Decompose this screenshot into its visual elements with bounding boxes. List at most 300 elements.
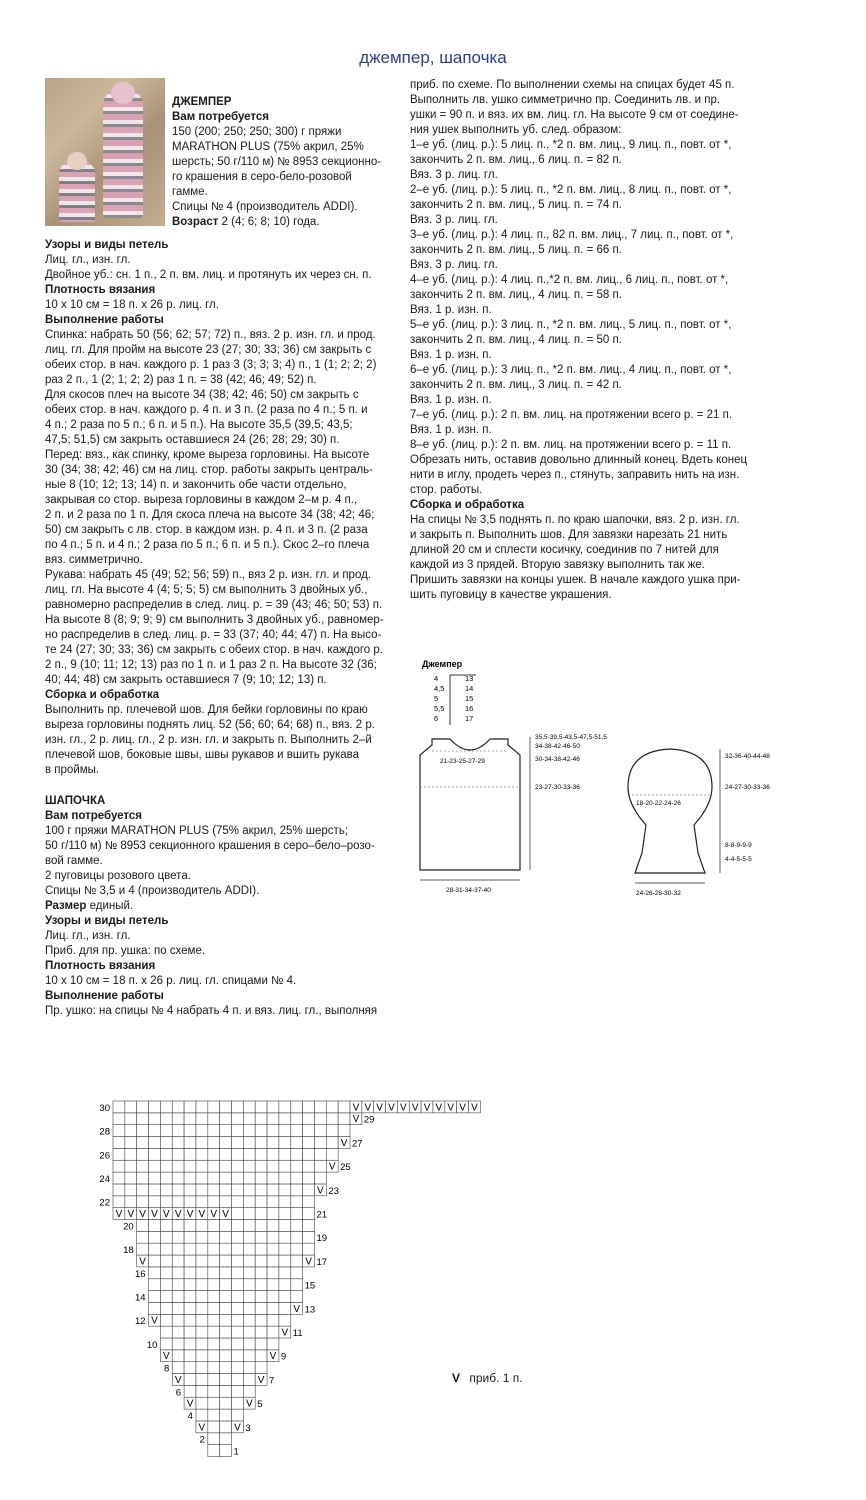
chart-cell [291, 1279, 303, 1291]
chart-cell [172, 1326, 184, 1338]
size-key-left-5: 6 [434, 714, 439, 723]
chart-cell [338, 1101, 350, 1113]
hat-work-label: Выполнение работы [45, 990, 164, 1002]
chart-cell [208, 1137, 220, 1149]
row-number-label: 6 [175, 1387, 182, 1399]
chart-cell [208, 1220, 220, 1232]
row-number-label: 23 [328, 1185, 339, 1197]
row-number-label: 11 [292, 1328, 303, 1339]
child-hat-2 [67, 152, 87, 170]
row-number-label: 19 [316, 1233, 328, 1245]
chart-cell [267, 1113, 279, 1125]
chart-cell [314, 1148, 326, 1160]
chart-cell [232, 1148, 244, 1160]
row-number-label: 16 [134, 1268, 146, 1280]
chart-cell [243, 1160, 255, 1172]
increase-symbol: V [452, 1371, 461, 1385]
chart-cell [255, 1184, 267, 1196]
chart-cell [184, 1125, 196, 1137]
chart-cell [220, 1397, 232, 1409]
chart-cell [137, 1220, 149, 1232]
size-key-left-3: 5 [434, 694, 439, 703]
chart-cell [279, 1113, 291, 1125]
chart-cell [125, 1172, 137, 1184]
chart-cell [291, 1172, 303, 1184]
chart-cell [291, 1160, 303, 1172]
chart-cell [125, 1113, 137, 1125]
chart-cell [220, 1362, 232, 1374]
chart-cell [267, 1338, 279, 1350]
jumper-age-label: Возраст [172, 216, 219, 228]
chart-cell [149, 1125, 161, 1137]
chart-cell [291, 1148, 303, 1160]
chart-cell [220, 1231, 232, 1243]
row-number-label: 5 [257, 1399, 263, 1411]
increase-mark: V [162, 1209, 170, 1220]
chart-cell [196, 1385, 208, 1397]
chart-cell [172, 1125, 184, 1137]
size-key-right-1: 13 [465, 674, 474, 683]
sleeve-cap-label: 24-27-30-33-36 [725, 784, 770, 791]
chart-cell [160, 1196, 172, 1208]
chart-cell [113, 1125, 125, 1137]
chart-cell [267, 1196, 279, 1208]
chart-cell [149, 1231, 161, 1243]
chart-cell [291, 1196, 303, 1208]
chart-cell [255, 1302, 267, 1314]
row-number-label: 27 [352, 1138, 363, 1150]
chart-cell [232, 1397, 244, 1409]
row-number-label: 12 [134, 1316, 146, 1328]
chart-cell [326, 1148, 338, 1160]
chart-cell [220, 1101, 232, 1113]
row-number-label: 3 [245, 1422, 251, 1434]
chart-cell [243, 1338, 255, 1350]
chart-cell [196, 1113, 208, 1125]
chart-cell [243, 1148, 255, 1160]
chart-cell [243, 1231, 255, 1243]
chart-cell [255, 1255, 267, 1267]
jumper-patterns-label: Узоры и виды петель [45, 239, 169, 251]
increase-mark: V [186, 1209, 194, 1220]
increase-mark: V [245, 1398, 253, 1410]
chart-cell [232, 1302, 244, 1314]
chart-cell [184, 1148, 196, 1160]
chart-cell [196, 1243, 208, 1255]
row-number-label: 30 [99, 1102, 110, 1114]
chart-cell [196, 1255, 208, 1267]
increase-mark: V [115, 1209, 123, 1220]
row-number-label: 9 [280, 1351, 287, 1363]
chart-cell [113, 1113, 125, 1125]
chart-cell [208, 1433, 220, 1445]
chart-cell [303, 1113, 315, 1125]
row-number-label: 26 [99, 1150, 110, 1162]
chart-cell [314, 1113, 326, 1125]
chart-cell [172, 1243, 184, 1255]
hat-size: единый. [86, 900, 134, 912]
chart-cell [314, 1125, 326, 1137]
chart-cell [279, 1148, 291, 1160]
increase-legend-text: приб. 1 п. [469, 1371, 523, 1385]
chart-cell [172, 1196, 184, 1208]
chart-cell [196, 1101, 208, 1113]
chart-cell [220, 1445, 232, 1457]
row-number-label: 7 [269, 1375, 275, 1387]
chart-cell [184, 1350, 196, 1362]
chart-cell [196, 1374, 208, 1386]
jumper-need-label: Вам потребуется [172, 111, 270, 123]
chart-cell [243, 1184, 255, 1196]
row-number-label: 17 [316, 1256, 328, 1268]
chart-cell [149, 1148, 161, 1160]
chart-cell [314, 1101, 326, 1113]
increase-mark: V [139, 1209, 146, 1220]
chart-cell [267, 1172, 279, 1184]
chart-cell [267, 1160, 279, 1172]
chart-cell [232, 1314, 244, 1326]
sleeve-dec1-label: 4-4-5-5-5 [725, 856, 752, 863]
chart-cell [160, 1137, 172, 1149]
chart-cell [208, 1326, 220, 1338]
chart-cell [326, 1113, 338, 1125]
chart-cell [279, 1302, 291, 1314]
chart-cell [113, 1160, 125, 1172]
chart-cell [220, 1338, 232, 1350]
chart-cell [125, 1148, 137, 1160]
chart-cell [137, 1137, 149, 1149]
chart-cell [220, 1279, 232, 1291]
body-shoulder-label: 34-38-42-46-50 [535, 743, 580, 750]
increase-mark: V [328, 1161, 336, 1173]
chart-cell [172, 1362, 184, 1374]
sleeve-outline [628, 749, 712, 873]
chart-cell [137, 1125, 149, 1137]
chart-cell [338, 1125, 350, 1137]
chart-cell [243, 1243, 255, 1255]
chart-cell [172, 1184, 184, 1196]
chart-cell [196, 1172, 208, 1184]
hat-density-label: Плотность вязания [45, 960, 156, 972]
increase-mark: V [139, 1256, 146, 1268]
chart-cell [255, 1279, 267, 1291]
chart-cell [125, 1101, 137, 1113]
chart-cell [160, 1291, 172, 1303]
chart-cell [172, 1350, 184, 1362]
size-key-right-5: 17 [465, 714, 474, 723]
chart-cell [184, 1255, 196, 1267]
chart-cell [232, 1385, 244, 1397]
chart-cell [232, 1184, 244, 1196]
chart-cell [172, 1220, 184, 1232]
chart-cell [232, 1255, 244, 1267]
increase-mark: V [305, 1256, 312, 1268]
chart-cell [149, 1137, 161, 1149]
chart-cell [184, 1113, 196, 1125]
chart-cell [149, 1255, 161, 1267]
hat-work-continued: приб. по схеме. По выполнении схемы на спицах будет 45 п. Выполнить лв. ушко симметрично пр. Соединить лв. и пр. ушки = 90 п. и вяз. их вм. лиц. гл. На высоте 9 см от соедине- ния ушек выполнить уб. след. образом: 1–е уб. (лиц. р.): 5 лиц. п., *2 п. вм. лиц., 9 лиц. п., повт. от *, закончить 2 п. вм. лиц., 6 лиц. п. = 82 п. Вяз. 3 р. лиц. гл. 2–е уб. (лиц. р.): 5 лиц. п., *2 п. вм. лиц., 8 лиц. п., повт. от *, закончить 2 п. вм. лиц., 5 лиц. п. = 74 п. Вяз. 3 р. лиц. гл. 3–е уб. (лиц. р.): 4 лиц. п., 82 п. вм. лиц., 7 лиц. п., повт. от *, закончить 2 п. вм. лиц., 5 лиц. п. = 66 п. Вяз. 3 р. лиц. гл. 4–е уб. (лиц. р.): 4 лиц. п.,*2 п. вм. лиц., 6 лиц. п., повт. от *, закончить 2 п. вм. лиц., 4 лиц. п. = 58 п. Вяз. 1 р. изн. п. 5–е уб. (лиц. р.): 3 лиц. п., *2 п. вм. лиц., 5 лиц. п., повт. от *, закончить 2 п. вм. лиц., 4 лиц. п. = 50 п. Вяз. 1 р. изн. п. 6–е уб. (лиц. р.): 3 лиц. п., *2 п. вм. лиц., 4 лиц. п., повт. от *, закончить 2 п. вм. лиц., 3 лиц. п. = 42 п. Вяз. 1 р. изн. п. 7–е уб. (лиц. р.): 2 п. вм. лиц. на протяжении всего р. = 21 п. Вяз. 1 р. изн. п. 8–е уб. (лиц. р.): 2 п. вм. лиц. на протяжении всего р. = 11 п. Обрезать нить, оставив довольно длинный конец. Вдеть конец нити в иглу, продеть через п., стянуть, заправить нить на изн. стор. работы. [410, 79, 748, 496]
chart-cell [208, 1160, 220, 1172]
chart-cell [184, 1184, 196, 1196]
size-key-right-4: 16 [465, 704, 474, 713]
chart-cell [279, 1125, 291, 1137]
chart-cell [113, 1101, 125, 1113]
chart-cell [220, 1374, 232, 1386]
chart-cell [267, 1231, 279, 1243]
chart-cell [149, 1101, 161, 1113]
chart-cell [208, 1409, 220, 1421]
chart-cell [220, 1421, 232, 1433]
row-number-label: 21 [316, 1209, 328, 1221]
chart-cell [160, 1113, 172, 1125]
hat-need-label: Вам потребуется [45, 810, 143, 822]
chart-cell [255, 1125, 267, 1137]
chart-cell [137, 1113, 149, 1125]
chart-cell [196, 1350, 208, 1362]
increase-mark: V [459, 1102, 466, 1114]
chart-cell [267, 1314, 279, 1326]
chart-cell [208, 1184, 220, 1196]
hat-work: Пр. ушко: на спицы № 4 набрать 4 п. и вяз. лиц. гл., выполняя [45, 1005, 378, 1017]
chart-cell [267, 1137, 279, 1149]
chart-cell [172, 1113, 184, 1125]
increase-mark: V [174, 1374, 182, 1386]
chart-cell [243, 1302, 255, 1314]
increase-mark: V [174, 1209, 182, 1220]
chart-cell [160, 1231, 172, 1243]
body-top-label: 35,5-39,5-43,5-47,5-51,5 [535, 734, 607, 741]
chart-cell [243, 1125, 255, 1137]
hat-density: 10 х 10 см = 18 п. х 26 р. лиц. гл. спицами № 4. [45, 975, 297, 987]
chart-cell [220, 1160, 232, 1172]
chart-cell [255, 1267, 267, 1279]
chart-cell [208, 1302, 220, 1314]
chart-cell [243, 1350, 255, 1362]
row-number-label: 29 [363, 1114, 375, 1126]
increase-mark: V [127, 1209, 135, 1220]
size-key-right-2: 14 [465, 684, 474, 693]
size-key-left-1: 4 [434, 674, 439, 683]
chart-cell [125, 1160, 137, 1172]
chart-cell [149, 1172, 161, 1184]
chart-cell [125, 1184, 137, 1196]
chart-cell [208, 1362, 220, 1374]
chart-cell [160, 1255, 172, 1267]
chart-cell [160, 1243, 172, 1255]
chart-cell [184, 1196, 196, 1208]
increase-mark: V [293, 1303, 301, 1315]
chart-cell [303, 1125, 315, 1137]
chart-cell [291, 1243, 303, 1255]
chart-cell [172, 1338, 184, 1350]
row-number-label: 28 [99, 1126, 110, 1138]
jumper-patterns: Лиц. гл., изн. гл. Двойное уб.: сн. 1 п., 2 п. вм. лиц. и протянуть их через сн. п. [45, 254, 372, 281]
chart-cell [196, 1409, 208, 1421]
chart-cell [267, 1255, 279, 1267]
chart-cell [314, 1137, 326, 1149]
increase-mark: V [162, 1351, 170, 1363]
chart-cell [255, 1326, 267, 1338]
chart-cell [137, 1231, 149, 1243]
chart-cell [243, 1137, 255, 1149]
chart-cell [303, 1208, 315, 1220]
chart-cell [291, 1291, 303, 1303]
chart-cell [220, 1172, 232, 1184]
chart-cell [113, 1172, 125, 1184]
chart-cell [267, 1220, 279, 1232]
chart-cell [232, 1409, 244, 1421]
chart-cell [149, 1160, 161, 1172]
chart-cell [232, 1196, 244, 1208]
increase-mark: V [411, 1102, 419, 1114]
chart-cell [149, 1267, 161, 1279]
chart-cell [232, 1220, 244, 1232]
chart-cell [137, 1196, 149, 1208]
chart-cell [232, 1350, 244, 1362]
increase-mark: V [281, 1327, 289, 1339]
chart-cell [291, 1208, 303, 1220]
chart-cell [208, 1421, 220, 1433]
chart-cell [326, 1125, 338, 1137]
increase-mark: V [234, 1422, 241, 1434]
chart-cell [267, 1101, 279, 1113]
chart-cell [267, 1184, 279, 1196]
chart-cell [303, 1184, 315, 1196]
chart-cell [196, 1338, 208, 1350]
ear-flap-chart [95, 1095, 575, 1465]
chart-cell [113, 1148, 125, 1160]
increase-mark: V [186, 1398, 194, 1410]
chart-cell [291, 1137, 303, 1149]
chart-cell [255, 1362, 267, 1374]
chart-cell [267, 1208, 279, 1220]
chart-cell [279, 1279, 291, 1291]
row-number-label: 4 [187, 1410, 193, 1422]
chart-cell [243, 1314, 255, 1326]
chart-cell [267, 1243, 279, 1255]
chart-cell [326, 1137, 338, 1149]
chart-cell [220, 1137, 232, 1149]
chart-cell [255, 1160, 267, 1172]
chart-cell [137, 1243, 149, 1255]
chart-cell [279, 1101, 291, 1113]
chart-cell [255, 1137, 267, 1149]
chart-cell [232, 1208, 244, 1220]
chart-cell [303, 1172, 315, 1184]
chart-cell [149, 1184, 161, 1196]
chart-cell [267, 1302, 279, 1314]
chart-cell [267, 1326, 279, 1338]
chart-cell [279, 1314, 291, 1326]
chart-cell [184, 1101, 196, 1113]
body-neck-width-label: 21-23-25-27-29 [440, 758, 485, 765]
chart-cell [208, 1445, 220, 1457]
size-key-left-4: 5,5 [434, 704, 445, 713]
jumper-assembly-label: Сборка и обработка [45, 689, 160, 701]
chart-cell [208, 1338, 220, 1350]
chart-cell [208, 1113, 220, 1125]
chart-cell [137, 1148, 149, 1160]
hat-patterns-label: Узоры и виды петель [45, 915, 169, 927]
chart-cell [208, 1101, 220, 1113]
chart-cell [160, 1314, 172, 1326]
chart-cell [160, 1338, 172, 1350]
chart-cell [232, 1243, 244, 1255]
chart-cell [279, 1184, 291, 1196]
chart-cell [220, 1196, 232, 1208]
chart-cell [160, 1125, 172, 1137]
chart-cell [208, 1314, 220, 1326]
chart-cell [184, 1362, 196, 1374]
chart-cell [255, 1196, 267, 1208]
chart-cell [137, 1101, 149, 1113]
child-hat-1 [111, 82, 135, 104]
page-title: джемпер, шапочка [359, 48, 507, 67]
chart-cell [172, 1231, 184, 1243]
chart-cell [255, 1208, 267, 1220]
chart-cell [255, 1101, 267, 1113]
chart-cell [196, 1302, 208, 1314]
chart-cell [184, 1374, 196, 1386]
chart-cell [208, 1243, 220, 1255]
chart-cell [303, 1137, 315, 1149]
jumper-density-label: Плотность вязания [45, 284, 156, 296]
increase-mark: V [269, 1351, 277, 1363]
chart-cell [243, 1255, 255, 1267]
chart-cell [291, 1125, 303, 1137]
chart-cell [255, 1113, 267, 1125]
chart-cell [196, 1148, 208, 1160]
chart-legend [452, 1371, 523, 1385]
chart-cell [196, 1397, 208, 1409]
chart-cell [255, 1220, 267, 1232]
increase-mark: V [151, 1209, 158, 1220]
chart-cell [208, 1231, 220, 1243]
chart-cell [208, 1267, 220, 1279]
row-number-label: 22 [99, 1197, 110, 1209]
chart-cell [303, 1231, 315, 1243]
chart-cell [196, 1279, 208, 1291]
chart-cell [196, 1220, 208, 1232]
chart-cell [232, 1172, 244, 1184]
chart-cell [220, 1148, 232, 1160]
row-number-label: 14 [134, 1292, 146, 1304]
increase-mark: V [317, 1185, 324, 1197]
chart-cell [172, 1267, 184, 1279]
chart-cell [232, 1125, 244, 1137]
chart-cell [243, 1208, 255, 1220]
chart-cell [255, 1338, 267, 1350]
chart-cell [196, 1125, 208, 1137]
increase-mark: V [151, 1315, 158, 1327]
chart-cell [184, 1172, 196, 1184]
chart-cell [255, 1291, 267, 1303]
chart-cell [160, 1160, 172, 1172]
chart-cell [232, 1231, 244, 1243]
increase-mark: V [435, 1102, 443, 1114]
hat-title: ШАПОЧКА [45, 795, 106, 807]
chart-cell [220, 1314, 232, 1326]
sleeve-bottom-label: 24-26-28-30-32 [636, 890, 681, 897]
chart-cell [279, 1255, 291, 1267]
chart-cell [291, 1184, 303, 1196]
chart-cell [255, 1148, 267, 1160]
chart-cell [184, 1137, 196, 1149]
hat-assembly-label: Сборка и обработка [410, 499, 525, 511]
chart-cell [243, 1291, 255, 1303]
increase-mark: V [352, 1102, 360, 1114]
chart-cell [184, 1314, 196, 1326]
